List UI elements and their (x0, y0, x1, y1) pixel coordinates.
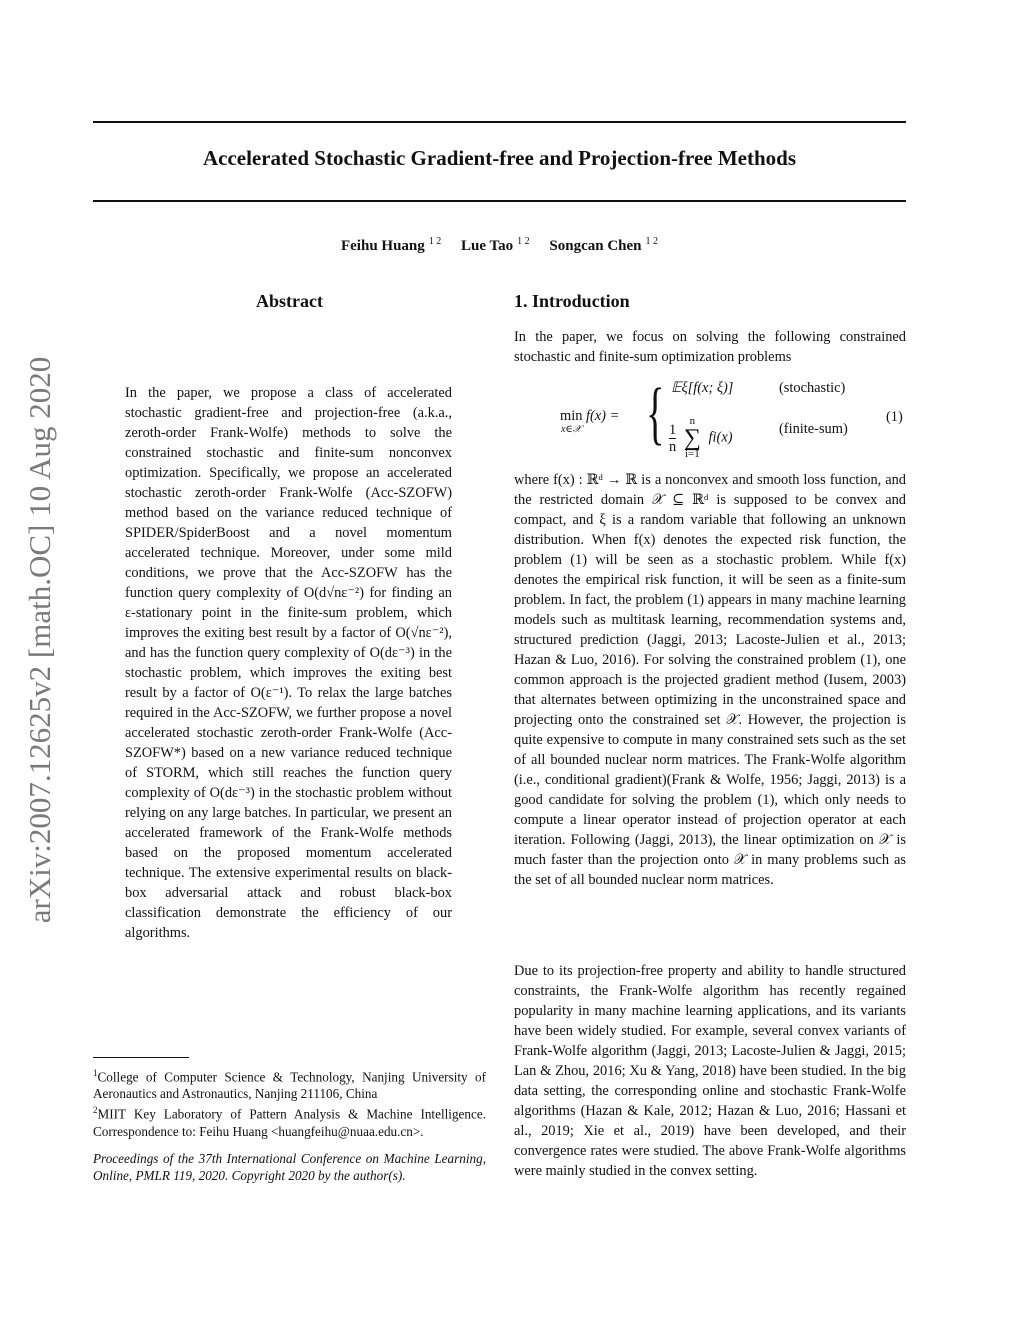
section-heading-introduction: 1. Introduction (514, 291, 630, 311)
equation-number: (1) (886, 409, 903, 425)
footnote-rule (93, 1057, 189, 1058)
author-2: Lue Tao $^{1 2}$ (461, 236, 530, 254)
author-list (93, 236, 906, 255)
abstract-heading: Abstract (256, 291, 323, 311)
equation-1 (514, 372, 906, 460)
min-operator: min x∈𝒳 (560, 408, 583, 435)
equation-case-finite-sum: $\frac{1}{n}$ n ∑ i=1 fi(x) (669, 415, 733, 460)
title-bottom-rule (93, 200, 906, 202)
footnote-1: $^1$College of Computer Science & Technology, Nanjing University of Aeronautics and Astronautics, Nanjing 211106, China (93, 1068, 486, 1102)
abstract-text: In the paper, we propose a class of accelerated stochastic gradient-free and projection-free (a.k.a., zeroth-order Frank-Wolfe) methods to solve the constrained stochastic and finite-sum nonconvex optimization. Specifically, we propose an accelerated stochastic zeroth-order Frank-Wolfe (Acc-SZOFW) method based on the variance reduced technique of SPIDER/SpiderBoost and a novel momentum accelerated technique. Moreover, under some mild conditions, we prove that the Acc-SZOFW has the function query complexity of O(d√nε⁻²) for finding an ε-stationary point in the finite-sum problem, which improves the exiting best result by a factor of O(√nε⁻²), and has the function query complexity of O(dε⁻³) in the stochastic problem, which improves the exiting best result by a factor of O(ε⁻¹). To relax the large batches required in the Acc-SZOFW, we further propose a novel accelerated stochastic zeroth-order Frank-Wolfe (Acc-SZOFW*) based on a new variance reduced technique of STORM, which still reaches the function query complexity of O(dε⁻³) in the stochastic problem without relying on any large batches. In particular, we present an accelerated framework of the Frank-Wolfe methods based on the proposed momentum accelerated technique. The extensive experimental results on black-box adversarial attack and robust black-box classification demonstrate the efficiency of our algorithms. (125, 385, 452, 941)
equation-case-stochastic: 𝔼ξ[f(x; ξ)] (671, 380, 734, 396)
cases-brace: { (646, 375, 665, 452)
paper-title: Accelerated Stochastic Gradient-free and Projection-free Methods (202, 146, 797, 170)
equation-label-finite-sum: (finite-sum) (779, 421, 848, 437)
author-3: Songcan Chen $^{1 2}$ (549, 236, 658, 254)
footnote-2: $^2$MIIT Key Laboratory of Pattern Analysis & Machine Intelligence. Correspondence to: Feihu Huang <huangfeihu@nuaa.edu.cn>. (93, 1105, 486, 1139)
arxiv-identifier: arXiv:2007.12625v2 [math.OC] 10 Aug 2020 (22, 356, 57, 924)
fraction: $\frac{1}{n}$ (669, 421, 677, 455)
intro-paragraph-2: where f(x) : ℝᵈ → ℝ is a nonconvex and smooth loss function, and the restricted domain 𝒳 ⊆ ℝᵈ is supposed to be convex and compact, and ξ is a random variable that following an unknown distribution. When f(x) denotes the expected risk function, the problem (1) will be seen as a stochastic problem. While f(x) denotes the empirical risk function, it will be seen as a finite-sum problem. In fact, the problem (1) appears in many machine learning models such as multitask learning, recommendation systems and, structured prediction (Jaggi, 2013; Lacoste-Julien et al., 2013; Hazan & Luo, 2016). For solving the constrained problem (1), one common approach is the projected gradient method (Iusem, 2003) that alternates between optimizing in the unconstrained space and projecting onto the constrained set 𝒳. However, the projection is quite expensive to compute in many constrained sets such as the set of all bounded nuclear norm matrices. The Frank-Wolfe algorithm (i.e., conditional gradient)(Frank & Wolfe, 1956; Jaggi, 2013) is a good candidate for solving the problem (1), which only needs to compute a linear operator instead of projection operator at each iteration. Following (Jaggi, 2013), the linear optimization on 𝒳 is much faster than the projection onto 𝒳 in many problems such as the set of all bounded nuclear norm matrices. (514, 472, 906, 888)
equation-lhs: min x∈𝒳 f(x) = (560, 408, 620, 435)
top-rule (93, 121, 906, 123)
intro-paragraph-3: Due to its projection-free property and ability to handle structured constraints, the Frank-Wolfe algorithm has recently regained popularity in many machine learning applications, and its variants have been widely studied. For example, several convex variants of Frank-Wolfe algorithm (Jaggi, 2013; Lacoste-Julien & Jaggi, 2015; Lan & Zhou, 2016; Xu & Yang, 2018) have been studied. In the big data setting, the corresponding online and stochastic Frank-Wolfe algorithms (Hazan & Kale, 2012; Hazan & Luo, 2016; Hassani et al., 2019; Xie et al., 2019) have been developed, and their convergence rates were studied. The above Frank-Wolfe algorithms were mainly studied in the convex setting. (514, 963, 906, 1179)
proceedings-note: Proceedings of the 37th International Conference on Machine Learning, Online, PMLR 119, 2020. Copyright 2020 by the author(s). (93, 1151, 486, 1183)
author-1: Feihu Huang $^{1 2}$ (340, 236, 442, 254)
equation-label-stochastic: (stochastic) (779, 380, 846, 396)
intro-paragraph-1: In the paper, we focus on solving the following constrained stochastic and finite-sum optimization problems (514, 329, 906, 365)
summation: n ∑ i=1 (683, 415, 701, 460)
footnotes (93, 1065, 486, 1140)
